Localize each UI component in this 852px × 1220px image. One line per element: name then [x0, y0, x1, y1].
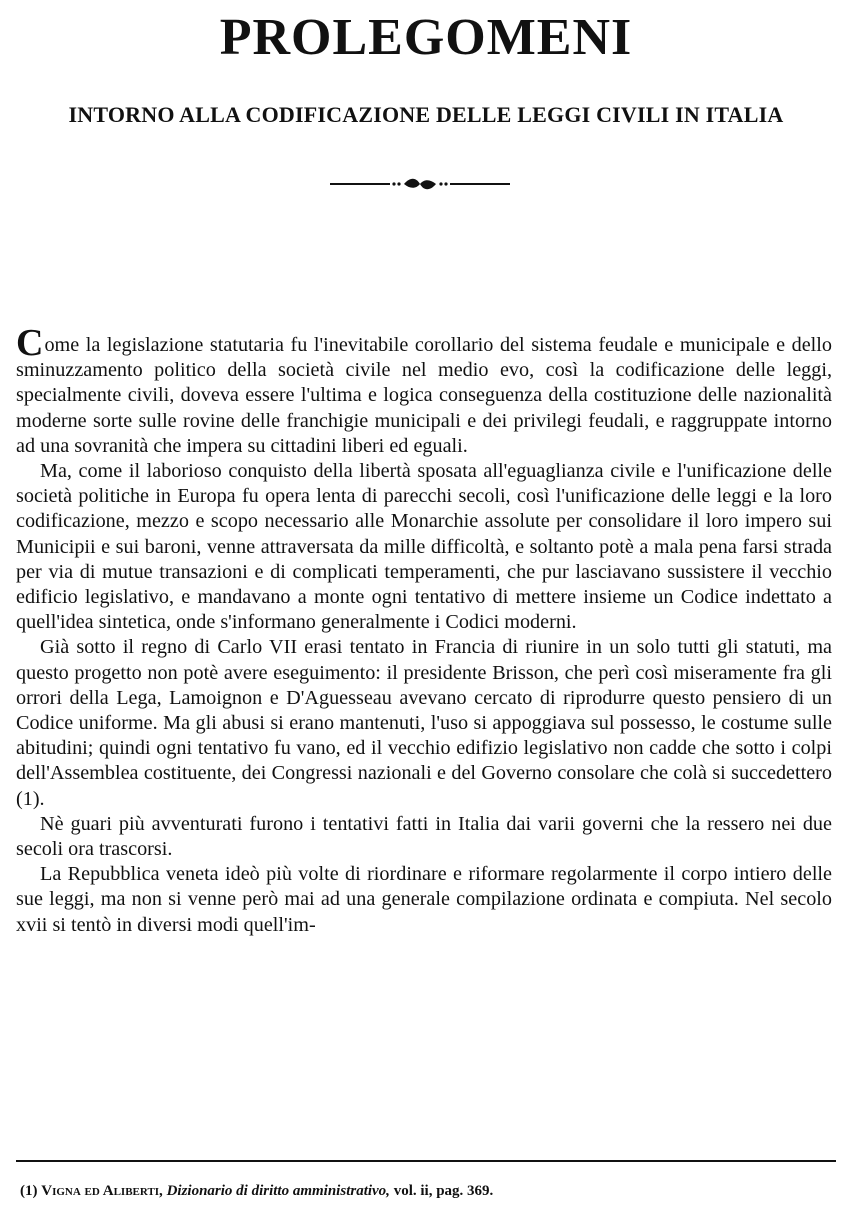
paragraph	[16, 322, 832, 459]
ornamental-rule-icon	[330, 174, 510, 194]
paragraph: La Repubblica veneta ideò più volte di riordinare e riformare regolarmente il corpo intiero delle sue leggi, ma non si venne però mai ad una generale compilazione ordinata e compiuta. Nel secolo xvii si tentò in diversi modi quell'im-	[16, 863, 832, 936]
footnote	[20, 1181, 840, 1201]
drop-cap: C	[16, 322, 44, 364]
footnote-marker: (1)	[20, 1183, 38, 1199]
paragraph: Ma, come il laborioso conquisto della libertà sposata all'eguaglianza civile e l'unificazione delle società politiche in Europa fu opera lenta di parecchi secoli, così l'unificazione delle leggi e la loro codificazione, mezzo e scopo necessario alle Monarchie assolute per consolidare il loro impero sui Municipii e sui baroni, venne attraversata da mille difficoltà, e soltanto potè a mala pena farsi strada per via di mutue transazioni e di complicati temperamenti, che pur lasciavano sussistere il vecchio edificio legislativo, e mandavano a monte ogni tentativo di mettere insieme un Codice indettato a quell'idea sintetica, onde s'informano generalmente i Codici moderni.	[16, 460, 832, 634]
paragraph: Nè guari più avventurati furono i tentativi fatti in Italia dai varii governi che la ressero nei due secoli ora trascorsi.	[16, 812, 832, 861]
page-subtitle: INTORNO ALLA CODIFICAZIONE DELLE LEGGI CIVILI IN ITALIA	[68, 102, 784, 127]
page-title: PROLEGOMENI	[219, 9, 633, 66]
footnote-work: Dizionario di diritto amministrativo,	[166, 1183, 390, 1199]
footnote-authors: Vigna ed Aliberti,	[41, 1183, 163, 1199]
body-text	[16, 322, 832, 938]
footnote-citation: vol. ii, pag. 369.	[393, 1183, 494, 1199]
paragraph: Già sotto il regno di Carlo VII erasi tentato in Francia di riunire in un solo tutti gli statuti, ma questo progetto non potè avere eseguimento: il presidente Brisson, che perì così miseramente fra gli orrori della Lega, Lamoignon e D'Aguesseau avevano cercato di riprodurre questo pensiero di un Codice uniforme. Ma gli abusi si erano mantenuti, l'uso si appoggiava sul possesso, le costume sulle abitudini; quindi ogni tentativo fu vano, ed il vecchio edifizio legislativo non cadde che sotto i colpi dell'Assemblea costituente, dei Congressi nazionali e del Governo consolare che colà si succedettero (1).	[16, 636, 832, 810]
footnote-divider	[16, 1160, 836, 1162]
paragraph-text: ome la legislazione statutaria fu l'inevitabile corollario del sistema feudale e municipale e dello sminuzzamento politico della società civile nel medio evo, così la codificazione delle leggi, specialmente civili, doveva essere l'ultima e logica conseguenza della costituzione delle nazionalità moderne sorte sulle rovine delle franchigie municipali e dei privilegi feudali, e raggruppate intorno ad una sovranità che impera su cittadini liberi ed eguali.	[16, 334, 832, 457]
